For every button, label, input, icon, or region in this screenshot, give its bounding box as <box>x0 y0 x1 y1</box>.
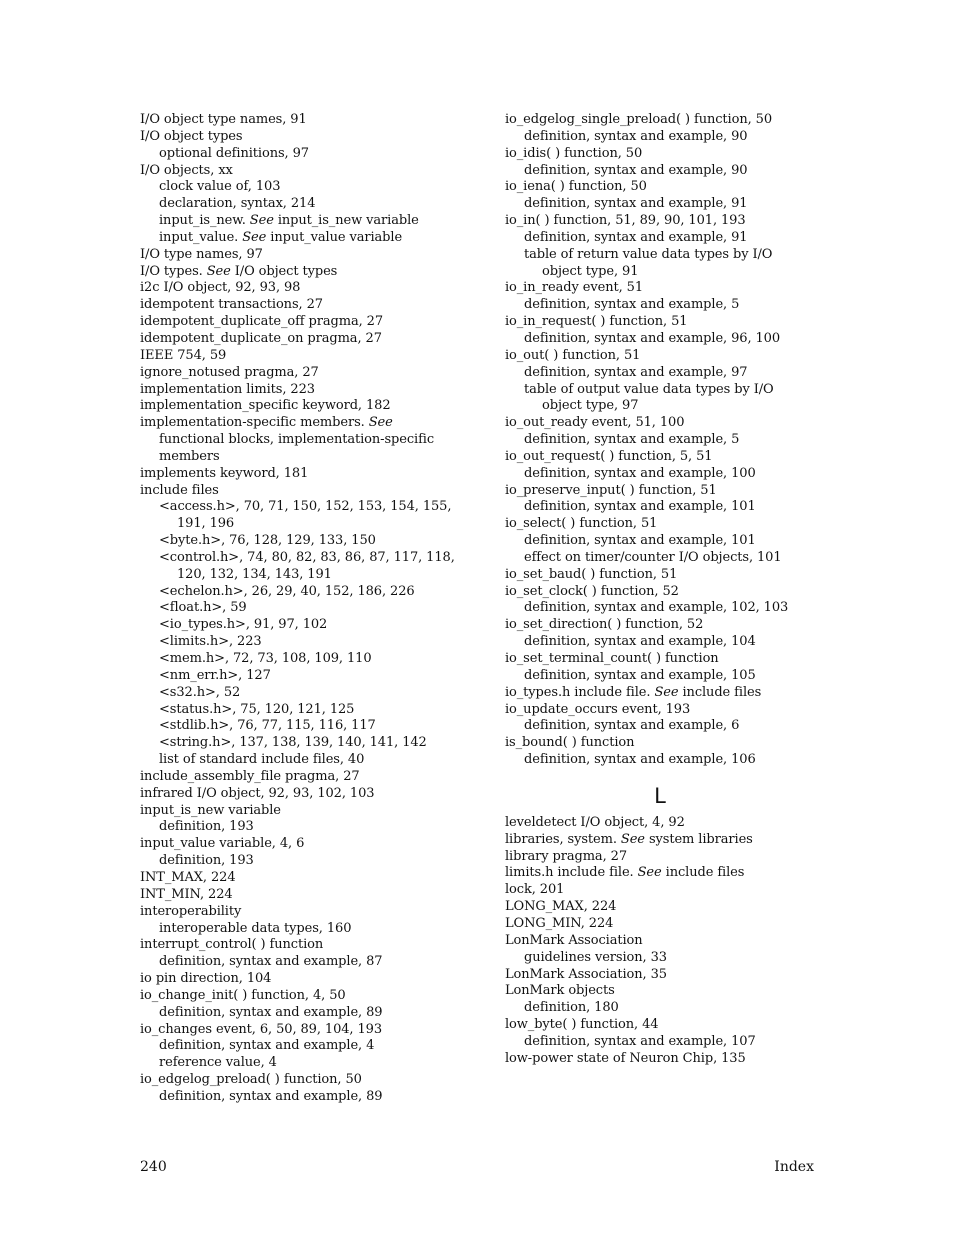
entry-text: definition, syntax and example, 5 <box>524 432 740 448</box>
index-subentry <box>140 1089 470 1106</box>
index-entry <box>140 904 470 921</box>
index-entry <box>505 567 815 584</box>
index-entry <box>140 769 470 786</box>
entry-text: <byte.h>, 76, 128, 129, 133, 150 <box>159 533 376 549</box>
entry-text: 120, 132, 134, 143, 191 <box>177 566 332 582</box>
entry-text: LonMark objects <box>505 983 615 999</box>
index-subentry <box>505 365 815 382</box>
index-subentry <box>140 196 470 213</box>
index-subentry <box>140 432 470 449</box>
entry-text: definition, 193 <box>159 853 254 869</box>
entry-text: input_value. <box>159 229 243 245</box>
index-subentry <box>140 819 470 836</box>
index-entry <box>505 916 815 933</box>
entry-text: guidelines version, 33 <box>524 949 667 965</box>
index-entry <box>505 146 815 163</box>
index-entry <box>140 1022 470 1039</box>
index-subentry <box>505 432 815 449</box>
entry-text: object type, 97 <box>542 398 639 414</box>
entry-text: optional definitions, 97 <box>159 145 309 161</box>
index-entry <box>505 685 815 702</box>
index-subentry <box>140 634 470 651</box>
entry-text: io_preserve_input( ) function, 51 <box>505 482 717 498</box>
entry-text: definition, syntax and example, 97 <box>524 364 748 380</box>
index-entry <box>140 264 470 281</box>
see-target: input_is_new variable <box>273 213 419 229</box>
entry-text: definition, syntax and example, 87 <box>159 954 383 970</box>
entry-text: io_edgelog_single_preload( ) function, 50 <box>505 112 773 127</box>
entry-text: <echelon.h>, 26, 29, 40, 152, 186, 226 <box>159 583 415 599</box>
index-subentry <box>505 752 815 769</box>
entry-text: functional blocks, implementation-specific <box>159 432 435 448</box>
entry-text: LONG_MAX, 224 <box>505 899 617 915</box>
index-subentry <box>140 146 470 163</box>
entry-text: io_set_clock( ) function, 52 <box>505 583 679 599</box>
entry-text: low-power state of Neuron Chip, 135 <box>505 1050 746 1066</box>
entry-text: INT_MAX, 224 <box>140 869 236 885</box>
entry-text: lock, 201 <box>505 882 565 898</box>
entry-text: I/O object types <box>140 128 243 144</box>
index-entry <box>140 988 470 1005</box>
entry-text: io_types.h include file. <box>505 684 655 700</box>
index-entry <box>140 247 470 264</box>
index-subentry <box>140 718 470 735</box>
index-entry <box>505 865 815 882</box>
index-entry <box>140 314 470 331</box>
see-reference: See <box>368 415 393 431</box>
index-entry <box>140 348 470 365</box>
index-entry <box>505 516 815 533</box>
index-entry <box>140 163 470 180</box>
index-subentry <box>505 331 815 348</box>
index-entry <box>505 584 815 601</box>
index-entry <box>505 348 815 365</box>
entry-text: io_update_occurs event, 193 <box>505 701 691 717</box>
entry-text: definition, syntax and example, 91 <box>524 196 748 212</box>
index-subentry <box>505 230 815 247</box>
index-entry <box>505 882 815 899</box>
index-entry <box>140 129 470 146</box>
index-entry <box>140 887 470 904</box>
index-entry <box>140 382 470 399</box>
index-subentry <box>505 466 815 483</box>
entry-text: LonMark Association, 35 <box>505 966 667 982</box>
entry-text: INT_MIN, 224 <box>140 886 233 902</box>
entry-text: definition, syntax and example, 107 <box>524 1033 756 1049</box>
entry-text: low_byte( ) function, 44 <box>505 1017 659 1033</box>
index-entries-l <box>505 815 815 1068</box>
entry-text: I/O objects, xx <box>140 162 233 178</box>
entry-text: input_is_new variable <box>140 802 281 818</box>
index-entry <box>505 415 815 432</box>
see-reference: See <box>242 229 267 245</box>
entry-text: limits.h include file. <box>505 865 638 881</box>
index-subentry <box>140 651 470 668</box>
page-number: 240 <box>140 1159 167 1175</box>
entry-text: <status.h>, 75, 120, 121, 125 <box>159 701 355 717</box>
index-subentry <box>505 950 815 967</box>
index-entry <box>505 832 815 849</box>
index-entry <box>140 870 470 887</box>
index-entry <box>140 466 470 483</box>
index-subentry <box>140 735 470 752</box>
entry-text: io_in( ) function, 51, 89, 90, 101, 193 <box>505 213 746 229</box>
entry-text: include files <box>140 482 219 498</box>
entry-text: interoperability <box>140 903 242 919</box>
entry-text: libraries, system. <box>505 831 621 847</box>
index-subentry <box>505 382 815 399</box>
index-entry <box>505 314 815 331</box>
index-column-right <box>505 112 815 1068</box>
index-entry <box>140 365 470 382</box>
entry-text: io_set_terminal_count( ) function <box>505 651 719 666</box>
entry-text: io pin direction, 104 <box>140 971 272 987</box>
index-subentry <box>140 230 470 247</box>
index-entry <box>505 280 815 297</box>
index-subentry <box>140 567 470 584</box>
index-subentry <box>140 179 470 196</box>
entry-text: definition, syntax and example, 100 <box>524 465 756 481</box>
see-reference: See <box>620 831 645 847</box>
index-subentry <box>140 213 470 230</box>
index-entry <box>140 398 470 415</box>
entry-text: definition, syntax and example, 106 <box>524 752 756 768</box>
index-subentry <box>140 668 470 685</box>
index-subentry <box>140 600 470 617</box>
index-subentry <box>140 921 470 938</box>
index-entry <box>505 651 815 668</box>
index-subentry <box>505 196 815 213</box>
entry-text: definition, 180 <box>524 1000 619 1016</box>
index-subentry <box>140 584 470 601</box>
entry-text: implementation-specific members. <box>140 415 369 431</box>
index-entry <box>140 415 470 432</box>
index-entry <box>505 702 815 719</box>
index-entry <box>140 280 470 297</box>
entry-text: <io_types.h>, 91, 97, 102 <box>159 617 328 633</box>
index-subentry <box>140 533 470 550</box>
entry-text: interrupt_control( ) function <box>140 937 324 953</box>
entry-text: io_set_baud( ) function, 51 <box>505 566 678 582</box>
entry-text: io_idis( ) function, 50 <box>505 145 643 161</box>
entry-text: io_changes event, 6, 50, 89, 104, 193 <box>140 1021 383 1037</box>
entry-text: io_out( ) function, 51 <box>505 347 641 363</box>
index-entry <box>140 937 470 954</box>
see-target: system libraries <box>644 831 753 847</box>
index-entry <box>140 483 470 500</box>
entry-text: implements keyword, 181 <box>140 465 309 481</box>
entry-text: io_set_direction( ) function, 52 <box>505 617 704 633</box>
entry-text: definition, syntax and example, 89 <box>159 1088 383 1104</box>
index-subentry <box>505 1000 815 1017</box>
entry-text: definition, syntax and example, 89 <box>159 1004 383 1020</box>
index-entry <box>140 297 470 314</box>
see-reference: See <box>637 865 662 881</box>
index-subentry <box>505 533 815 550</box>
index-subentry <box>140 617 470 634</box>
entry-text: ignore_notused pragma, 27 <box>140 364 319 380</box>
entry-text: io_in_ready event, 51 <box>505 280 644 296</box>
entry-text: definition, 193 <box>159 819 254 835</box>
index-subentry <box>140 1005 470 1022</box>
entry-text: <s32.h>, 52 <box>159 684 241 700</box>
index-subentry <box>140 1038 470 1055</box>
entry-text: definition, syntax and example, 90 <box>524 162 748 178</box>
entry-text: implementation_specific keyword, 182 <box>140 398 391 414</box>
index-entry <box>140 971 470 988</box>
entry-text: definition, syntax and example, 102, 103 <box>524 600 789 616</box>
index-subentry <box>505 398 815 415</box>
index-entry <box>505 983 815 1000</box>
see-target: input_value variable <box>266 229 403 245</box>
index-subentry <box>505 718 815 735</box>
index-subentry <box>140 449 470 466</box>
entry-text: io_in_request( ) function, 51 <box>505 314 688 330</box>
index-subentry <box>140 550 470 567</box>
entry-text: <stdlib.h>, 76, 77, 115, 116, 117 <box>159 718 376 734</box>
entry-text: i2c I/O object, 92, 93, 98 <box>140 280 301 296</box>
index-entry <box>505 617 815 634</box>
entry-text: members <box>159 448 220 464</box>
entry-text: input_value variable, 4, 6 <box>140 836 305 852</box>
entry-text: io_select( ) function, 51 <box>505 516 658 532</box>
index-entry <box>505 1051 815 1068</box>
entry-text: clock value of, 103 <box>159 179 281 195</box>
entry-text: 191, 196 <box>177 516 235 532</box>
entry-text: <string.h>, 137, 138, 139, 140, 141, 142 <box>159 735 427 751</box>
entry-text: idempotent_duplicate_off pragma, 27 <box>140 314 384 330</box>
index-entry <box>505 967 815 984</box>
entry-text: I/O object type names, 91 <box>140 112 307 127</box>
entry-text: object type, 91 <box>542 263 639 279</box>
index-column-left <box>140 112 470 1106</box>
entry-text: reference value, 4 <box>159 1055 277 1071</box>
index-subentry <box>505 297 815 314</box>
entry-text: io_edgelog_preload( ) function, 50 <box>140 1072 362 1088</box>
entry-text: <mem.h>, 72, 73, 108, 109, 110 <box>159 651 372 666</box>
entry-text: infrared I/O object, 92, 93, 102, 103 <box>140 785 375 801</box>
entry-text: interoperable data types, 160 <box>159 920 352 936</box>
index-subentry <box>140 702 470 719</box>
index-subentry <box>140 954 470 971</box>
index-entry <box>505 899 815 916</box>
entry-text: <limits.h>, 223 <box>159 634 262 650</box>
index-subentry <box>140 685 470 702</box>
index-subentry <box>505 550 815 567</box>
index-subentry <box>505 129 815 146</box>
entry-text: input_is_new. <box>159 213 250 229</box>
entry-text: definition, syntax and example, 4 <box>159 1038 375 1054</box>
entry-text: definition, syntax and example, 101 <box>524 499 756 515</box>
index-subentry <box>505 247 815 264</box>
index-entry <box>505 449 815 466</box>
entry-text: io_out_request( ) function, 5, 51 <box>505 448 713 464</box>
entry-text: I/O types. <box>140 263 207 279</box>
index-entry <box>505 815 815 832</box>
index-subentry <box>140 499 470 516</box>
index-entry <box>140 112 470 129</box>
entry-text: definition, syntax and example, 91 <box>524 229 748 245</box>
entry-text: <nm_err.h>, 127 <box>159 667 271 683</box>
index-subentry <box>505 668 815 685</box>
entry-text: io_iena( ) function, 50 <box>505 179 647 195</box>
entry-text: definition, syntax and example, 101 <box>524 533 756 549</box>
index-entry <box>505 179 815 196</box>
entry-text: definition, syntax and example, 90 <box>524 128 748 144</box>
index-entry <box>505 1017 815 1034</box>
entry-text: table of output value data types by I/O <box>524 381 774 397</box>
index-entry <box>140 803 470 820</box>
index-subentry <box>140 1055 470 1072</box>
index-subentry <box>505 634 815 651</box>
entry-text: LONG_MIN, 224 <box>505 915 614 931</box>
entry-text: definition, syntax and example, 96, 100 <box>524 330 781 346</box>
see-reference: See <box>654 684 679 700</box>
index-entry <box>505 213 815 230</box>
index-entry <box>505 849 815 866</box>
entry-text: definition, syntax and example, 6 <box>524 718 740 734</box>
index-entry <box>140 331 470 348</box>
entry-text: LonMark Association <box>505 932 643 948</box>
entry-text: I/O type names, 97 <box>140 246 263 262</box>
entry-text: <control.h>, 74, 80, 82, 83, 86, 87, 117, 118, <box>159 549 455 565</box>
index-subentry <box>140 853 470 870</box>
index-subentry <box>505 499 815 516</box>
entry-text: effect on timer/counter I/O objects, 101 <box>524 549 782 565</box>
index-entry <box>505 933 815 950</box>
entry-text: io_out_ready event, 51, 100 <box>505 415 685 431</box>
entry-text: definition, syntax and example, 104 <box>524 634 756 650</box>
entry-text: definition, syntax and example, 5 <box>524 297 740 313</box>
index-subentry <box>505 264 815 281</box>
entry-text: is_bound( ) function <box>505 735 635 751</box>
index-entry <box>140 786 470 803</box>
entry-text: declaration, syntax, 214 <box>159 196 316 212</box>
entry-text: idempotent_duplicate_on pragma, 27 <box>140 330 382 346</box>
index-subentry <box>140 516 470 533</box>
entry-text: implementation limits, 223 <box>140 381 315 397</box>
see-reference: See <box>206 263 231 279</box>
entry-text: io_change_init( ) function, 4, 50 <box>140 987 346 1003</box>
see-target: I/O object types <box>230 263 338 279</box>
entry-text: IEEE 754, 59 <box>140 347 227 363</box>
see-target: include files <box>661 865 745 881</box>
index-subentry <box>140 752 470 769</box>
index-entry <box>505 483 815 500</box>
entry-text: <access.h>, 70, 71, 150, 152, 153, 154, 155, <box>159 499 452 515</box>
index-entry <box>505 735 815 752</box>
entry-text: list of standard include files, 40 <box>159 752 365 768</box>
entry-text: library pragma, 27 <box>505 848 627 864</box>
index-subentry <box>505 1034 815 1051</box>
entry-text: definition, syntax and example, 105 <box>524 667 756 683</box>
section-name: Index <box>774 1159 814 1175</box>
index-entry <box>140 836 470 853</box>
see-target: include files <box>678 684 762 700</box>
index-subentry <box>505 600 815 617</box>
see-reference: See <box>249 213 274 229</box>
index-entry <box>140 1072 470 1089</box>
entry-text: <float.h>, 59 <box>159 600 247 616</box>
index-entries-i <box>505 112 815 769</box>
index-entry <box>505 112 815 129</box>
entry-text: include_assembly_file pragma, 27 <box>140 768 360 784</box>
section-letter-heading: L <box>654 783 666 808</box>
entry-text: idempotent transactions, 27 <box>140 297 323 313</box>
entry-text: leveldetect I/O object, 4, 92 <box>505 814 685 830</box>
index-subentry <box>505 163 815 180</box>
entry-text: table of return value data types by I/O <box>524 246 773 262</box>
